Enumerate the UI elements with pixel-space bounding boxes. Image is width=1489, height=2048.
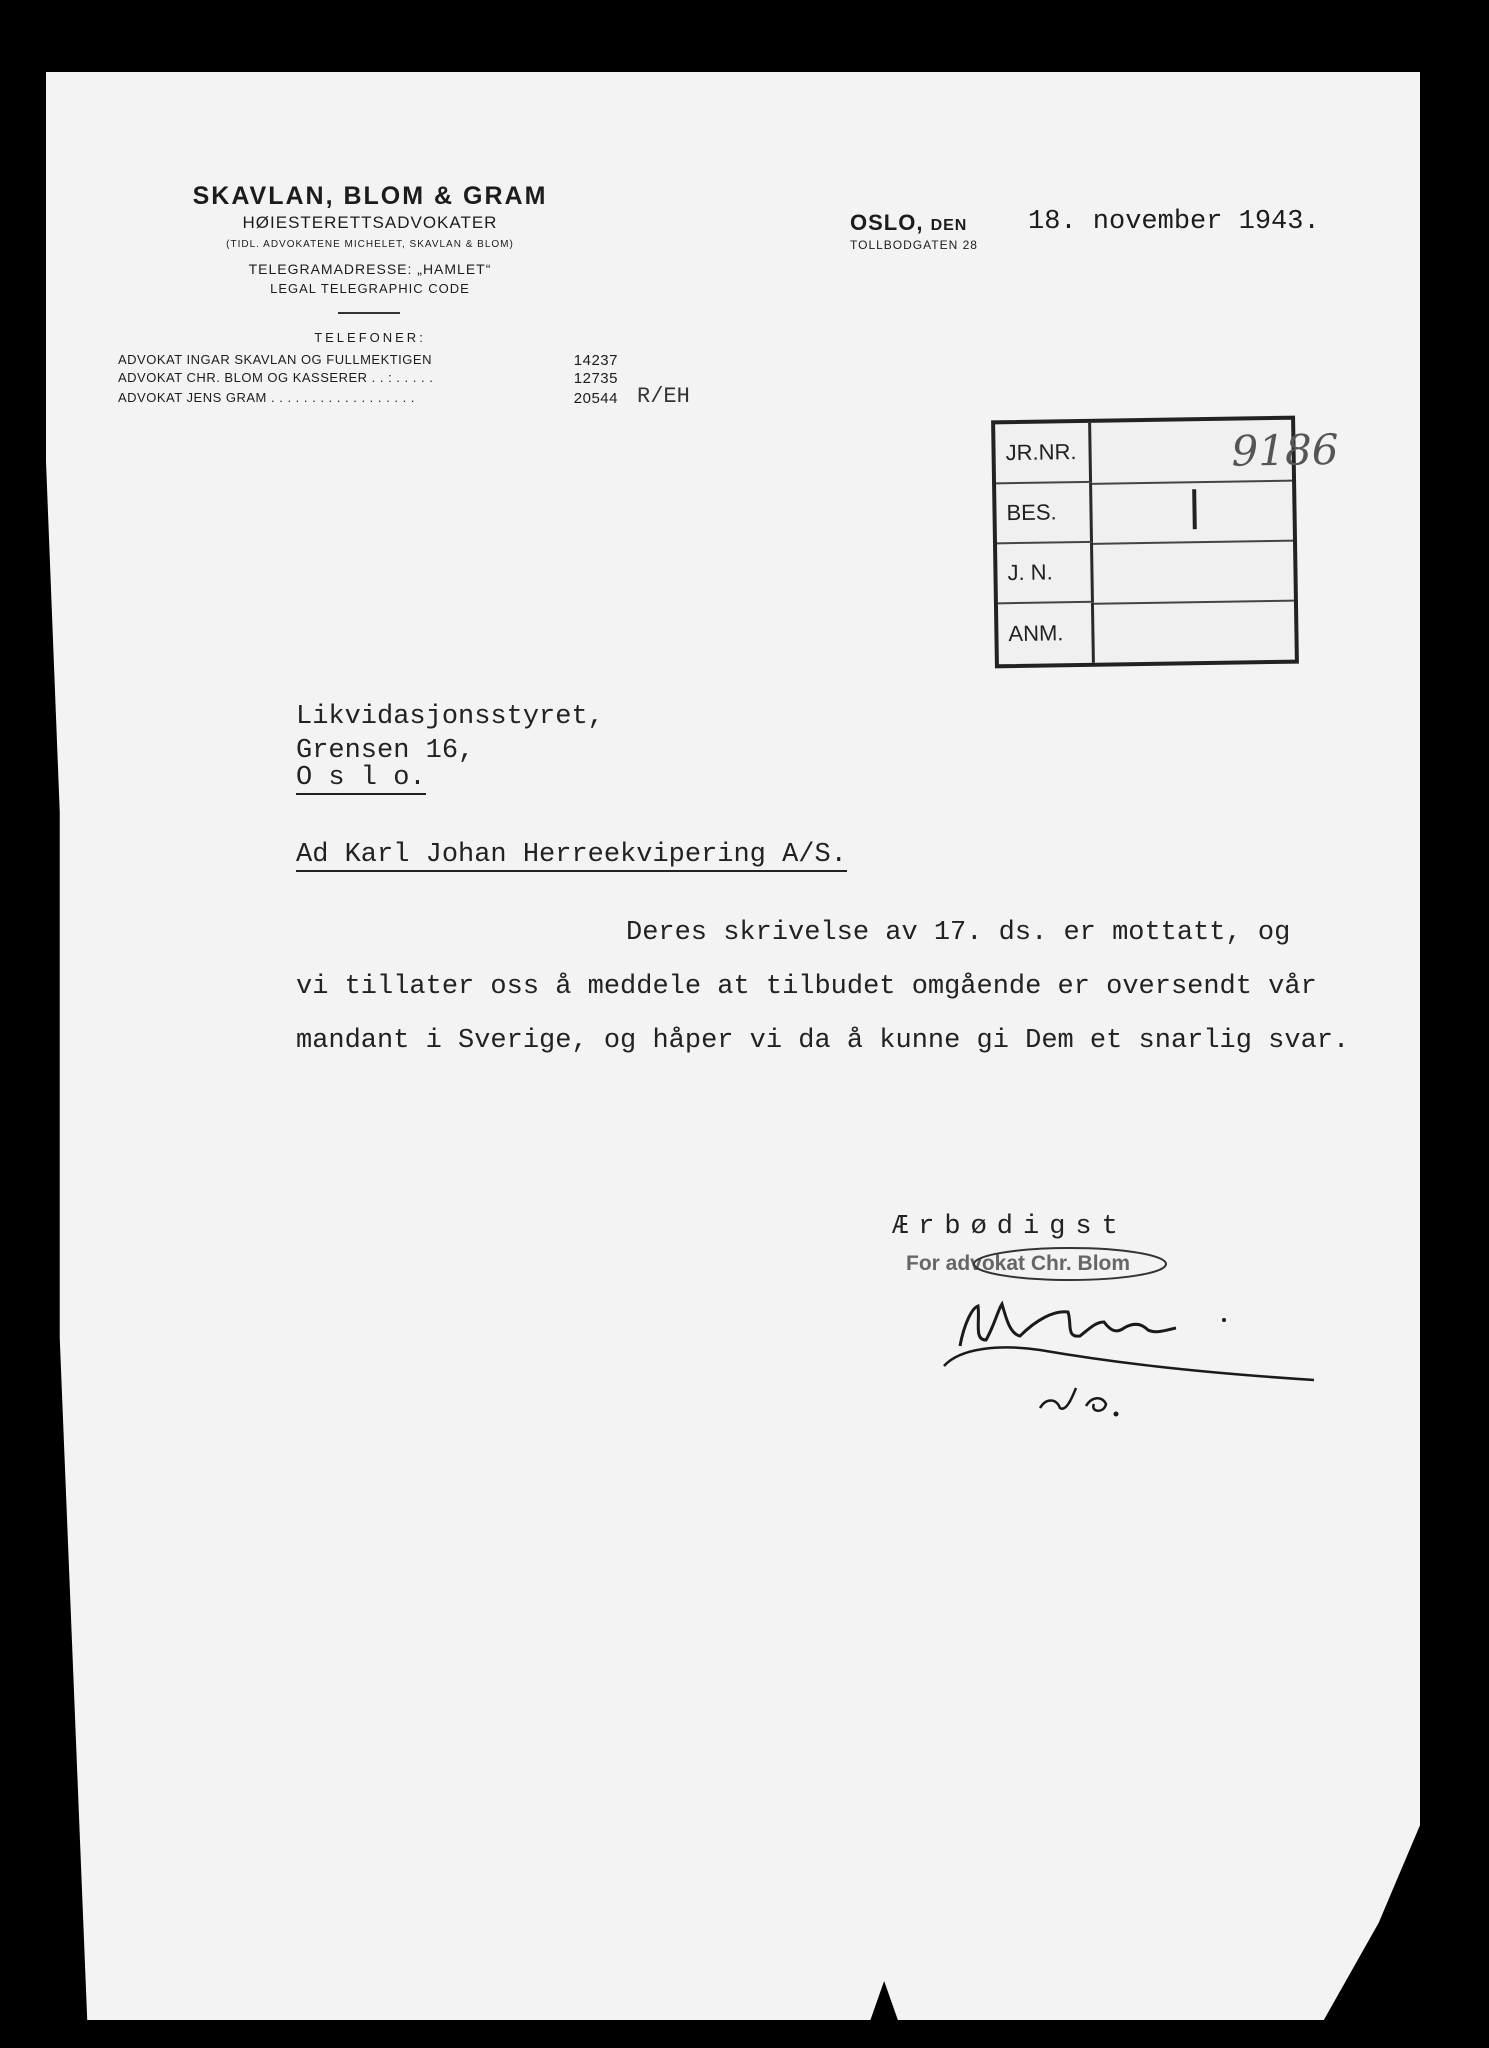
stamp-value-box — [1093, 540, 1294, 605]
phone-row — [118, 370, 618, 387]
phone-row — [118, 352, 618, 369]
phone-row — [118, 390, 618, 407]
former-names: (TIDL. ADVOKATENE MICHELET, SKAVLAN & BLOM) — [226, 239, 514, 250]
closing: Ærbødigst — [892, 1212, 1128, 1242]
signature-adv-mark — [1040, 1388, 1106, 1411]
signature-graphic — [890, 1238, 1330, 1428]
letterhead-divider — [338, 312, 400, 314]
journal-number: 9186 — [1231, 424, 1339, 476]
reference-initials: R/EH — [637, 384, 690, 409]
subject-line: Ad Karl Johan Herreekvipering A/S. — [296, 840, 847, 870]
firm-subtitle: HØIESTERETTSADVOKATER — [242, 213, 498, 232]
phone-name: ADVOKAT INGAR SKAVLAN OG FULLMEKTIGEN — [118, 352, 432, 367]
place-city: OSLO, — [850, 210, 924, 235]
firm-name: SKAVLAN, BLOM & GRAM — [192, 182, 548, 210]
signature-stroke — [960, 1304, 1176, 1346]
place-line — [850, 210, 967, 236]
letter-date: 18. november 1943. — [1028, 207, 1320, 237]
street-address: TOLLBODGATEN 28 — [850, 238, 978, 252]
stamp-label: JR.NR. — [995, 423, 1092, 485]
body-line: vi tillater oss å meddele at tilbudet omgående er oversendt vår — [296, 972, 1317, 1002]
recipient-line: Likvidasjonsstyret, — [296, 702, 604, 732]
stamp-label: ANM. — [998, 603, 1095, 665]
phones-heading: TELEFONER: — [314, 330, 426, 345]
body-line: mandant i Sverige, og håper vi da å kunne gi Dem et snarlig svar. — [296, 1026, 1350, 1056]
stamp-label: BES. — [996, 483, 1093, 545]
signature-underline — [944, 1347, 1314, 1380]
registry-stamp — [991, 416, 1339, 669]
recipient-line: O s l o. — [296, 763, 426, 793]
body-line: Deres skrivelse av 17. ds. er mottatt, og — [626, 918, 1291, 948]
phone-number: 12735 — [573, 370, 618, 387]
phone-number: 14237 — [573, 352, 618, 369]
phone-name: ADVOKAT JENS GRAM . . . . . . . . . . . . . . . . . . — [118, 390, 415, 405]
stamp-label: J. N. — [997, 543, 1094, 605]
stamp-value-box — [1091, 420, 1339, 485]
phone-number: 20544 — [573, 390, 618, 407]
place-den: DEN — [930, 217, 968, 234]
signature-stamp-text: For advokat Chr. Blom — [906, 1252, 1131, 1275]
recipient-line: Grensen 16, — [296, 736, 475, 766]
stamp-tick-mark — [1192, 489, 1197, 529]
telegram-address: TELEGRAMADRESSE: „HAMLET“ — [248, 261, 492, 277]
telegraphic-code: LEGAL TELEGRAPHIC CODE — [270, 281, 470, 296]
stamp-value-box — [1094, 600, 1295, 663]
phone-name: ADVOKAT CHR. BLOM OG KASSERER . . : . . . . . — [118, 370, 434, 385]
